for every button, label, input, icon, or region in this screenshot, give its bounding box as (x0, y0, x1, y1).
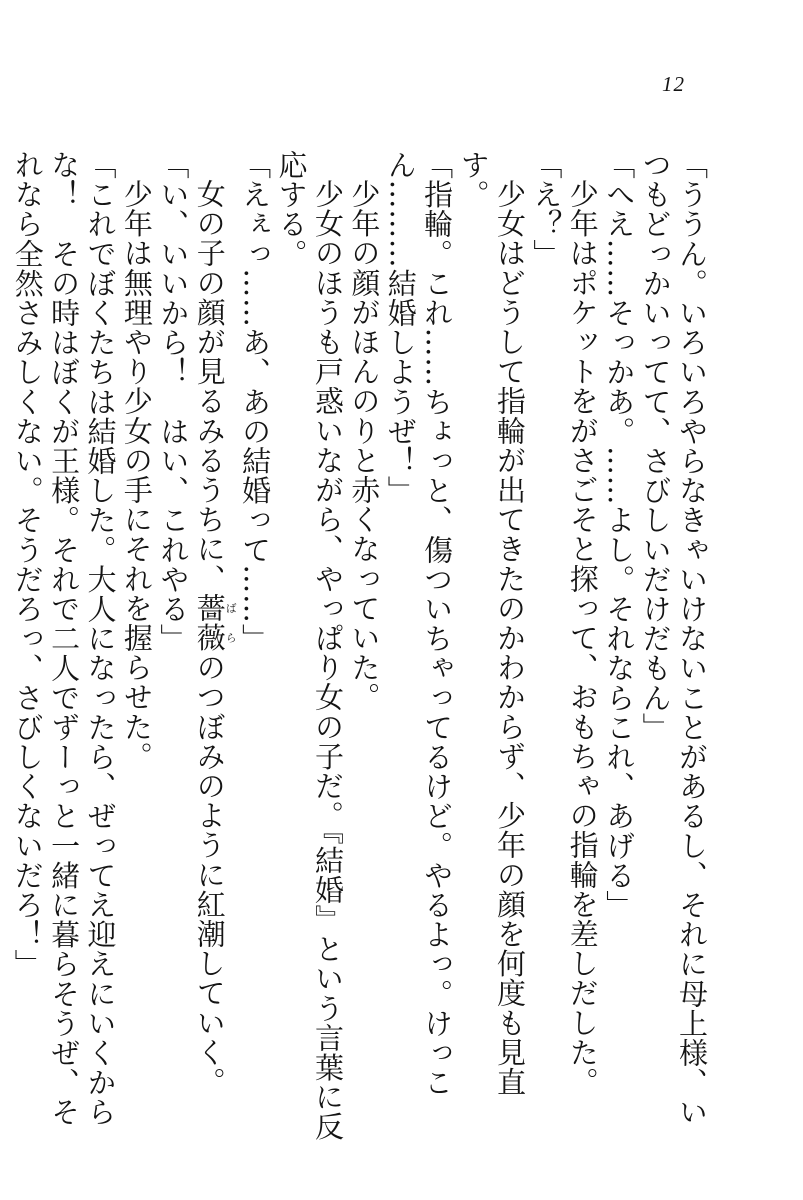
ruby-base: 薔薇 (192, 593, 227, 653)
paragraph-with-ruby (191, 150, 236, 1150)
paragraph-text-after-ruby: のつぼみのように紅潮していく。 (192, 652, 227, 1097)
paragraph: 少年の顔がほんのりと赤くなっていた。 (347, 179, 382, 712)
paragraph: 少女はどうして指輪が出てきたのかわからず、少年の顔を何度も見直す。 (456, 150, 527, 1097)
page-number: 12 (662, 72, 685, 96)
paragraph: 「これでぼくたちは結婚した。大人になったら、ぜってえ迎えにいくからな！ その時はぼくが王様。それで二人でずーっと一緒に暮らそうぜ、それなら全然さみしくない。そうだろっ、さびしくないだろ！」 (10, 150, 118, 1127)
paragraph: 「い、いいから！ はい、これやる」 (156, 150, 191, 654)
paragraph-text-before-ruby: 女の子の顔が見るみるうちに、 (192, 179, 227, 594)
paragraph: 「へえ……そっかあ。……よし。それならこれ、あげる」 (602, 150, 637, 920)
paragraph: 少年は無理やり少女の手にそれを握らせた。 (119, 179, 154, 771)
paragraph: 「え？」 (529, 150, 564, 269)
paragraph: 少年はポケットをがさごそと探って、おもちゃの指輪を差しだした。 (565, 179, 600, 1097)
novel-text-body (9, 150, 710, 1150)
paragraph: 少女のほうも戸惑いながら、やっぱり女の子だ。『結婚』という言葉に反応する。 (274, 150, 345, 1142)
ruby-reading: ばら (224, 593, 238, 653)
ruby-annotation (192, 593, 238, 653)
paragraph: 「ううん。いろいろやらなきゃいけないことがあるし、それに母上様、いつもどっかいってて、さびしいだけだもん」 (638, 150, 709, 1127)
paragraph: 「えぇっ……あ、あの結婚って……」 (238, 150, 273, 654)
paragraph: 「指輪。これ……ちょっと、傷ついちゃってるけど。やるよっ。けっこん………結婚しようぜ！」 (383, 150, 455, 1098)
